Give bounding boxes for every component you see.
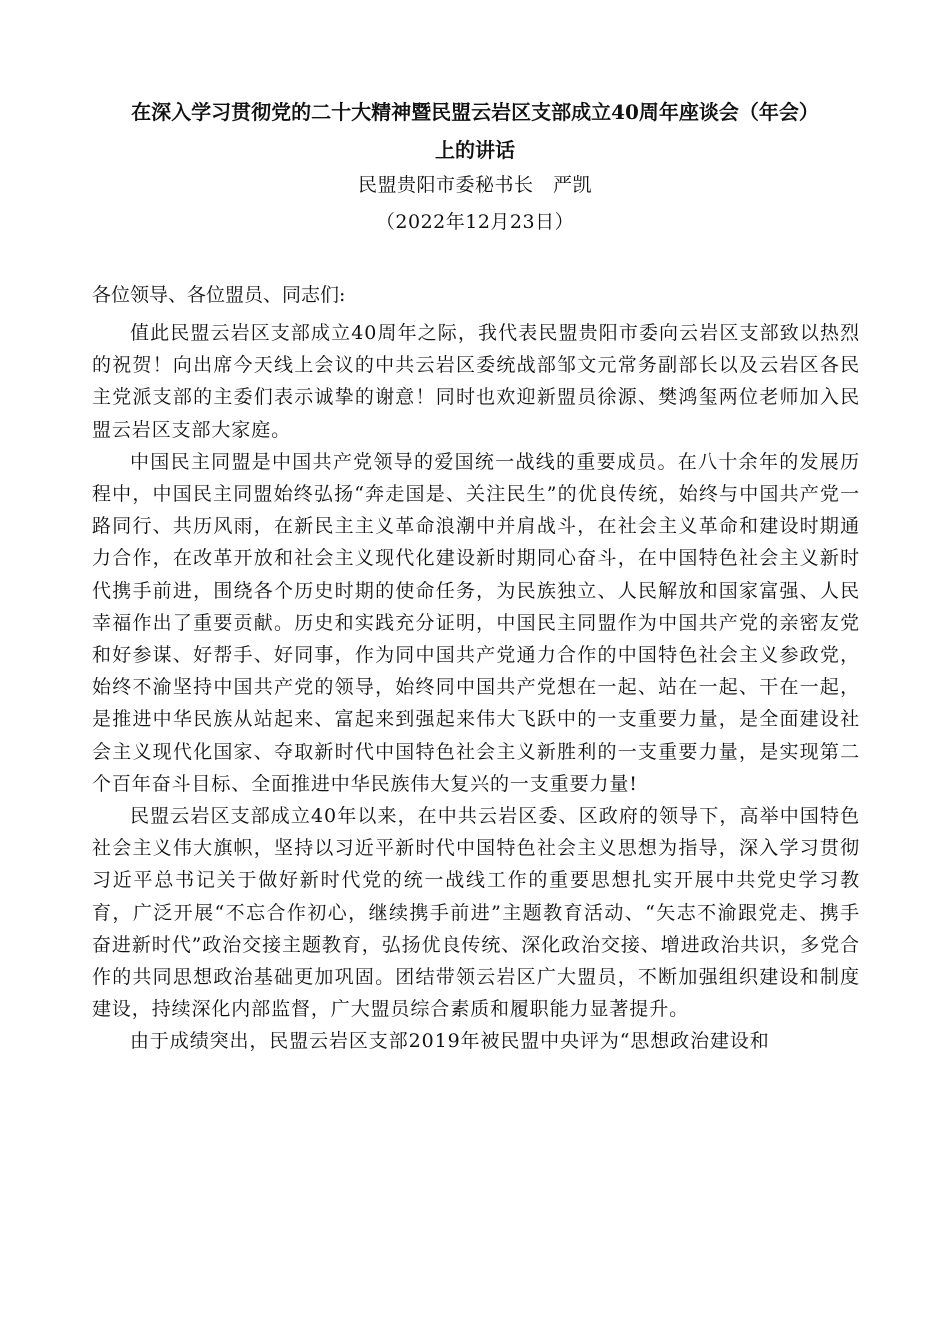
speaker-byline: 民盟贵阳市委秘书长 严凯 xyxy=(357,174,592,196)
speech-date: （2022年12月23日） xyxy=(375,211,575,233)
paragraph-honors: 由于成绩突出，民盟云岩区支部2019年被民盟中央评为“思想政治建设和 xyxy=(130,1030,770,1053)
paragraph-greeting: 值此民盟云岩区支部成立40周年之际，我代表民盟贵阳市委向云岩区支部致以热烈的祝贺！向出席今天线上会议的中共云岩区委统战部邹文元常务副部长以及云岩区各民主党派支部的主委们表示诚挚的谢意！同时也欢迎新盟员徐源、樊鸿玺两位老师加入民盟云岩区支部大家庭。 xyxy=(92,322,860,441)
paragraph-league-history: 中国民主同盟是中国共产党领导的爱国统一战线的重要成员。在八十余年的发展历程中，中国民主同盟始终弘扬“奔走国是、关注民生”的优良传统，始终与中国共产党一路同行、共历风雨，在新民主主义革命浪潮中并肩战斗，在社会主义革命和建设时期通力合作，在改革开放和社会主义现代化建设新时期同心奋斗，在中国特色社会主义新时代携手前进，围绕各个历史时期的使命任务，为民族独立、人民解放和国家富强、人民幸福作出了重要贡献。历史和实践充分证明，中国民主同盟作为中国共产党的亲密友党和好参谋、好帮手、好同事，作为同中国共产党通力合作的中国特色社会主义参政党，始终不渝坚持中国共产党的领导，始终同中国共产党想在一起、站在一起、干在一起，是推进中华民族从站起来、富起来到强起来伟大飞跃中的一支重要力量，是全面建设社会主义现代化国家、夺取新时代中国特色社会主义新胜利的一支重要力量，是实现第二个百年奋斗目标、全面推进中华民族伟大复兴的一支重要力量! xyxy=(92,450,860,795)
salutation: 各位领导、各位盟员、同志们: xyxy=(92,284,346,306)
document-title-line-2: 上的讲话 xyxy=(435,138,515,162)
document-title-line-1: 在深入学习贯彻党的二十大精神暨民盟云岩区支部成立40周年座谈会（年会） xyxy=(131,100,819,124)
paragraph-branch-achievements: 民盟云岩区支部成立40年以来，在中共云岩区委、区政府的领导下，高举中国特色社会主义伟大旗帜，坚持以习近平新时代中国特色社会主义思想为指导，深入学习贯彻习近平总书记关于做好新时代党的统一战线工作的重要思想扎实开展中共党史学习教育，广泛开展“不忘合作初心，继续携手前进”主题教育活动、“矢志不渝跟党走、携手奋进新时代”政治交接主题教育，弘扬优良传统、深化政治交接、增进政治共识，多党合作的共同思想政治基础更加巩固。团结带领云岩区广大盟员，不断加强组织建设和制度建设，持续深化内部监督，广大盟员综合素质和履职能力显著提升。 xyxy=(92,805,860,1021)
speech-body xyxy=(92,317,860,1058)
